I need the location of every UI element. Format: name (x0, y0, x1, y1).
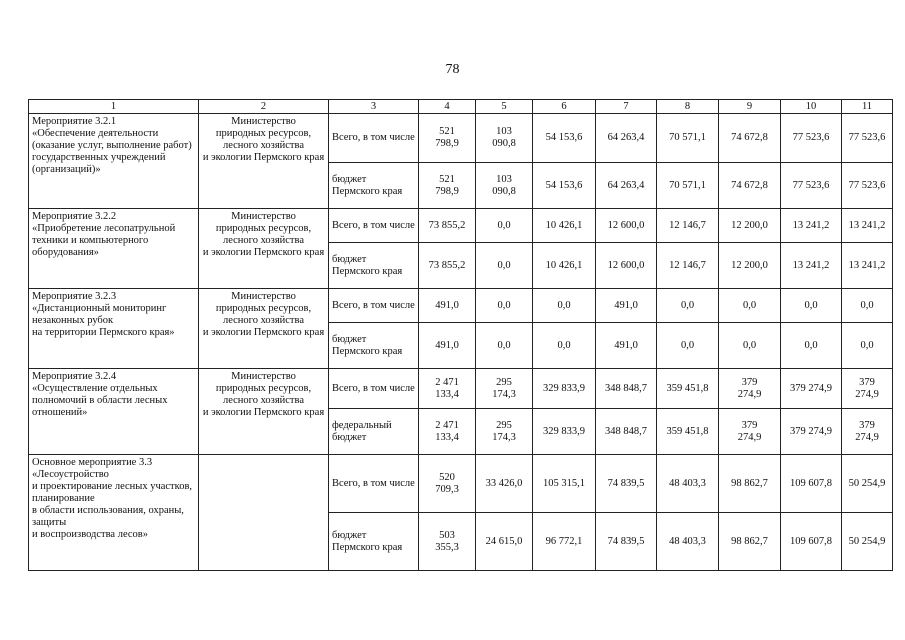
amount-cell: 74 672,8 (719, 114, 781, 163)
amount-cell: 379 274,9 (781, 369, 842, 409)
amount-cell: 503 355,3 (419, 513, 476, 571)
col-header: 7 (596, 100, 657, 114)
amount-cell: 73 855,2 (419, 243, 476, 289)
amount-cell: 0,0 (476, 243, 533, 289)
col-header: 2 (199, 100, 329, 114)
amount-cell: 64 263,4 (596, 163, 657, 209)
amount-cell: 74 839,5 (596, 455, 657, 513)
amount-cell: 2 471 133,4 (419, 369, 476, 409)
amount-cell: 2 471 133,4 (419, 409, 476, 455)
funding-source: Всего, в том числе (329, 455, 419, 513)
col-header: 9 (719, 100, 781, 114)
col-header: 3 (329, 100, 419, 114)
amount-cell: 379 274,9 (719, 369, 781, 409)
executor-name: Министерство природных ресурсов, лесного хозяйства и экологии Пермского края (199, 114, 329, 209)
amount-cell: 0,0 (842, 323, 893, 369)
amount-cell: 359 451,8 (657, 409, 719, 455)
activity-name: Мероприятие 3.2.3 «Дистанционный мониторинг незаконных рубок на территории Пермского края» (29, 289, 199, 369)
amount-cell: 70 571,1 (657, 114, 719, 163)
funding-source: федеральный бюджет (329, 409, 419, 455)
table-row (29, 209, 893, 243)
amount-cell: 379 274,9 (781, 409, 842, 455)
amount-cell: 12 200,0 (719, 243, 781, 289)
amount-cell: 491,0 (419, 289, 476, 323)
amount-cell: 329 833,9 (533, 409, 596, 455)
amount-cell: 348 848,7 (596, 369, 657, 409)
amount-cell: 24 615,0 (476, 513, 533, 571)
amount-cell: 379 274,9 (842, 369, 893, 409)
amount-cell: 13 241,2 (781, 243, 842, 289)
amount-cell: 12 146,7 (657, 243, 719, 289)
header-row (29, 100, 893, 114)
amount-cell: 12 200,0 (719, 209, 781, 243)
amount-cell: 10 426,1 (533, 209, 596, 243)
amount-cell: 103 090,8 (476, 163, 533, 209)
amount-cell: 109 607,8 (781, 455, 842, 513)
amount-cell: 0,0 (533, 289, 596, 323)
col-header: 8 (657, 100, 719, 114)
amount-cell: 73 855,2 (419, 209, 476, 243)
col-header: 11 (842, 100, 893, 114)
amount-cell: 0,0 (657, 323, 719, 369)
amount-cell: 13 241,2 (842, 243, 893, 289)
amount-cell: 0,0 (476, 289, 533, 323)
funding-table (28, 99, 893, 571)
executor-name: Министерство природных ресурсов, лесного хозяйства и экологии Пермского края (199, 289, 329, 369)
amount-cell: 295 174,3 (476, 409, 533, 455)
funding-source: бюджет Пермского края (329, 323, 419, 369)
amount-cell: 329 833,9 (533, 369, 596, 409)
col-header: 1 (29, 100, 199, 114)
funding-source: Всего, в том числе (329, 114, 419, 163)
activity-name: Мероприятие 3.2.1 «Обеспечение деятельности (оказание услуг, выполнение работ) государственных учреждений (организаций)» (29, 114, 199, 209)
amount-cell: 77 523,6 (842, 114, 893, 163)
activity-name: Мероприятие 3.2.4 «Осуществление отдельных полномочий в области лесных отношений» (29, 369, 199, 455)
amount-cell: 10 426,1 (533, 243, 596, 289)
amount-cell: 348 848,7 (596, 409, 657, 455)
amount-cell: 0,0 (476, 209, 533, 243)
col-header: 10 (781, 100, 842, 114)
amount-cell: 12 600,0 (596, 209, 657, 243)
funding-source: бюджет Пермского края (329, 163, 419, 209)
amount-cell: 33 426,0 (476, 455, 533, 513)
amount-cell: 379 274,9 (842, 409, 893, 455)
table-row (29, 289, 893, 323)
activity-name: Мероприятие 3.2.2 «Приобретение лесопатрульной техники и компьютерного оборудования» (29, 209, 199, 289)
executor-name: Министерство природных ресурсов, лесного хозяйства и экологии Пермского края (199, 209, 329, 289)
amount-cell: 54 153,6 (533, 163, 596, 209)
amount-cell: 379 274,9 (719, 409, 781, 455)
col-header: 5 (476, 100, 533, 114)
amount-cell: 48 403,3 (657, 455, 719, 513)
amount-cell: 0,0 (719, 289, 781, 323)
amount-cell: 77 523,6 (781, 163, 842, 209)
activity-name: Основное мероприятие 3.3 «Лесоустройство и проектирование лесных участков, планирование в области использования, охраны, защиты и воспроизводства лесов» (29, 455, 199, 571)
funding-source: бюджет Пермского края (329, 513, 419, 571)
amount-cell: 295 174,3 (476, 369, 533, 409)
amount-cell: 0,0 (657, 289, 719, 323)
funding-source: Всего, в том числе (329, 369, 419, 409)
amount-cell: 521 798,9 (419, 163, 476, 209)
amount-cell: 12 146,7 (657, 209, 719, 243)
table-row (29, 114, 893, 163)
col-header: 6 (533, 100, 596, 114)
page-number: 78 (445, 62, 460, 77)
amount-cell: 520 709,3 (419, 455, 476, 513)
amount-cell: 48 403,3 (657, 513, 719, 571)
amount-cell: 98 862,7 (719, 513, 781, 571)
amount-cell: 0,0 (781, 289, 842, 323)
amount-cell: 105 315,1 (533, 455, 596, 513)
executor-name: Министерство природных ресурсов, лесного хозяйства и экологии Пермского края (199, 369, 329, 455)
amount-cell: 50 254,9 (842, 513, 893, 571)
amount-cell: 0,0 (476, 323, 533, 369)
executor-name (199, 455, 329, 571)
col-header: 4 (419, 100, 476, 114)
amount-cell: 491,0 (596, 323, 657, 369)
amount-cell: 70 571,1 (657, 163, 719, 209)
amount-cell: 77 523,6 (781, 114, 842, 163)
amount-cell: 96 772,1 (533, 513, 596, 571)
amount-cell: 0,0 (842, 289, 893, 323)
amount-cell: 12 600,0 (596, 243, 657, 289)
amount-cell: 74 839,5 (596, 513, 657, 571)
funding-source: Всего, в том числе (329, 289, 419, 323)
amount-cell: 0,0 (781, 323, 842, 369)
amount-cell: 64 263,4 (596, 114, 657, 163)
amount-cell: 103 090,8 (476, 114, 533, 163)
amount-cell: 521 798,9 (419, 114, 476, 163)
funding-source: Всего, в том числе (329, 209, 419, 243)
amount-cell: 491,0 (419, 323, 476, 369)
amount-cell: 77 523,6 (842, 163, 893, 209)
amount-cell: 13 241,2 (781, 209, 842, 243)
amount-cell: 50 254,9 (842, 455, 893, 513)
funding-source: бюджет Пермского края (329, 243, 419, 289)
amount-cell: 109 607,8 (781, 513, 842, 571)
amount-cell: 74 672,8 (719, 163, 781, 209)
amount-cell: 98 862,7 (719, 455, 781, 513)
table-row (29, 369, 893, 409)
amount-cell: 359 451,8 (657, 369, 719, 409)
amount-cell: 0,0 (719, 323, 781, 369)
amount-cell: 54 153,6 (533, 114, 596, 163)
amount-cell: 0,0 (533, 323, 596, 369)
amount-cell: 13 241,2 (842, 209, 893, 243)
amount-cell: 491,0 (596, 289, 657, 323)
table-row (29, 455, 893, 513)
